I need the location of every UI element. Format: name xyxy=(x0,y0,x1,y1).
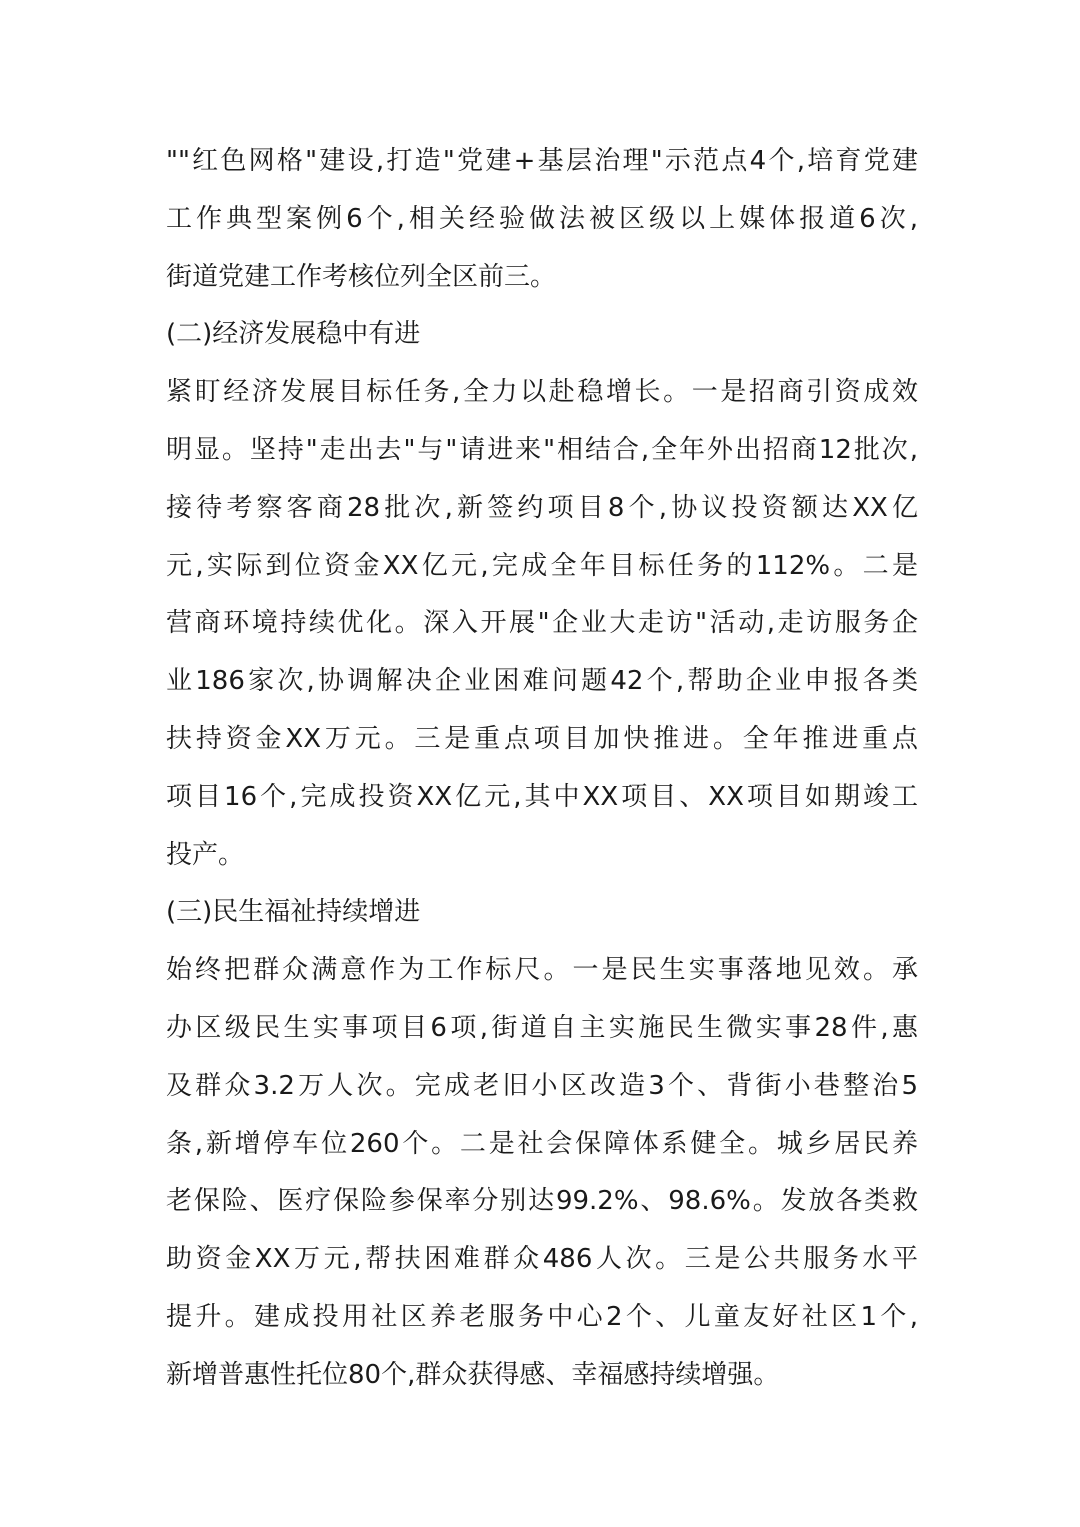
text-line: 始终把群众满意作为工作标尺。一是民生实事落地见效。承 xyxy=(166,955,918,986)
text-line: 明显。坚持"走出去"与"请进来"相结合,全年外出招商12批次, xyxy=(166,434,918,465)
text-line: 提升。建成投用社区养老服务中心2个、儿童友好社区1个, xyxy=(166,1301,918,1332)
text-line: 及群众3.2万人次。完成老旧小区改造3个、背街小巷整治5 xyxy=(166,1070,918,1101)
paragraph-party-building xyxy=(166,133,918,306)
text-line: 元,实际到位资金XX亿元,完成全年目标任务的112%。二是 xyxy=(166,550,918,581)
text-line: 老保险、医疗保险参保率分别达99.2%、98.6%。发放各类救 xyxy=(166,1186,918,1217)
text-line: 条,新增停车位260个。二是社会保障体系健全。城乡居民养 xyxy=(166,1128,918,1159)
paragraph-livelihood xyxy=(166,942,918,1404)
text-line: 街道党建工作考核位列全区前三。 xyxy=(166,261,557,292)
text-line: 接待考察客商28批次,新签约项目8个,协议投资额达XX亿 xyxy=(166,492,918,523)
text-line: 业186家次,协调解决企业困难问题42个,帮助企业申报各类 xyxy=(166,666,918,697)
text-line: 营商环境持续优化。深入开展"企业大走访"活动,走访服务企 xyxy=(166,608,918,639)
text-line: 工作典型案例6个,相关经验做法被区级以上媒体报道6次, xyxy=(166,203,918,234)
text-line: 紧盯经济发展目标任务,全力以赴稳增长。一是招商引资成效 xyxy=(166,377,918,408)
section-heading-economy: (二)经济发展稳中有进 xyxy=(166,319,421,350)
text-line: 助资金XX万元,帮扶困难群众486人次。三是公共服务水平 xyxy=(166,1244,918,1275)
text-line: 扶持资金XX万元。三是重点项目加快推进。全年推进重点 xyxy=(166,723,918,754)
paragraph-economy xyxy=(166,364,918,884)
section-heading-livelihood: (三)民生福祉持续增进 xyxy=(166,897,421,928)
text-line: 新增普惠性托位80个,群众获得感、幸福感持续增强。 xyxy=(166,1359,780,1390)
text-line: 项目16个,完成投资XX亿元,其中XX项目、XX项目如期竣工 xyxy=(166,781,918,812)
text-line: ""红色网格"建设,打造"党建+基层治理"示范点4个,培育党建 xyxy=(166,146,918,176)
text-line: 投产。 xyxy=(166,839,245,870)
text-line: 办区级民生实事项目6项,街道自主实施民生微实事28件,惠 xyxy=(166,1012,918,1043)
document-body xyxy=(166,133,918,1405)
